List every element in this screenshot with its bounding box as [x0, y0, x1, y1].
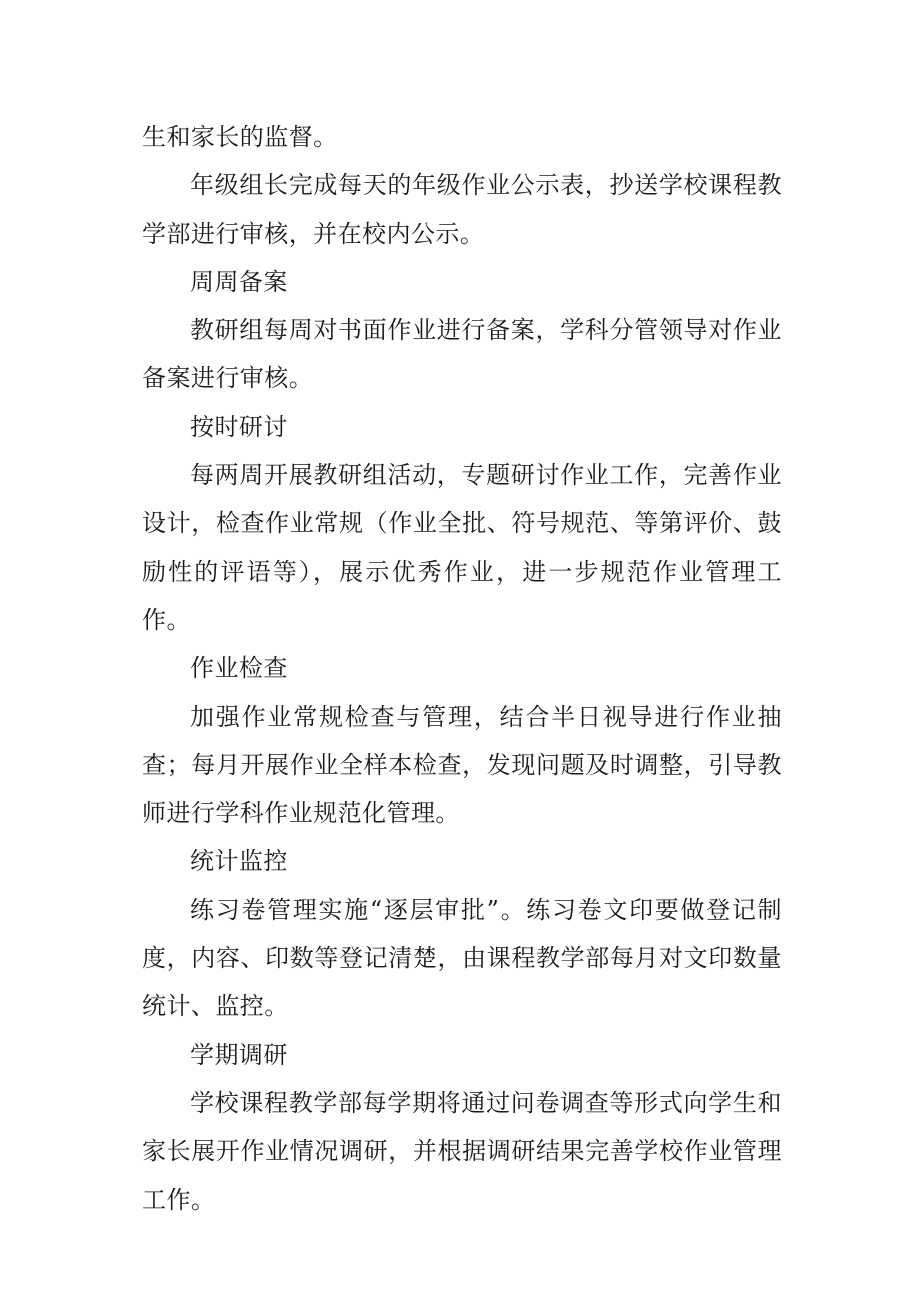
document-body: [142, 113, 782, 1224]
paragraph-statistics-monitoring: 练习卷管理实施“逐层审批”。练习卷文印要做登记制度，内容、印数等登记清楚，由课程教学部每月对文印数量统计、监控。: [142, 895, 782, 1021]
paragraph-grade-publicity: 年级组长完成每天的年级作业公示表，抄送学校课程教学部进行审核，并在校内公示。: [142, 171, 782, 248]
section-heading-statistics-monitoring: 统计监控: [190, 847, 288, 876]
section-heading-weekly-filing: 周周备案: [190, 267, 288, 296]
section-heading-semester-research: 学期调研: [190, 1040, 288, 1069]
paragraph-homework-check: 加强作业常规检查与管理，结合半日视导进行作业抽查；每月开展作业全样本检查，发现问题及时调整，引导教师进行学科作业规范化管理。: [142, 702, 782, 828]
paragraph-continuation: 生和家长的监督。: [142, 123, 338, 151]
section-heading-scheduled-discussion: 按时研讨: [190, 412, 288, 441]
section-heading-homework-check: 作业检查: [190, 654, 288, 683]
paragraph-weekly-filing: 教研组每周对书面作业进行备案，学科分管领导对作业备案进行审核。: [142, 316, 782, 393]
paragraph-scheduled-discussion: 每两周开展教研组活动，专题研讨作业工作，完善作业设计，检查作业常规（作业全批、符号规范、等第评价、鼓励性的评语等），展示优秀作业，进一步规范作业管理工作。: [142, 461, 782, 634]
paragraph-semester-research: 学校课程教学部每学期将通过问卷调查等形式向学生和家长展开作业情况调研，并根据调研结果完善学校作业管理工作。: [142, 1088, 782, 1214]
